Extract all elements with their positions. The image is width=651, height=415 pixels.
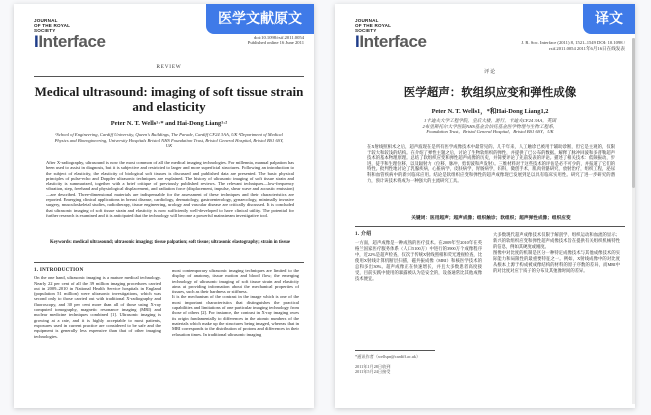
journal-logo	[355, 18, 427, 50]
article-authors: Peter N. T. Wells¹·* and Hai-Dong Liang¹·²	[110, 120, 228, 127]
journal-logo-small-text: JOURNAL OF THE ROYAL SOCIETY	[34, 18, 71, 33]
scrollbar-thumb[interactable]	[632, 38, 635, 188]
intro-left-text: On the one hand, ultrasonic imaging is a mature medical technology. Nearly 22 per cent of all the 39 million imaging procedures carried out in 2009–2010 in National Health Service hospitals in England (population 51 million) were ultrasonic investigations, which was second only to those carried out with traditional X-radiography and fluoroscopy, and 30 per cent more than all of those using X-ray computed tomography, magnetic resonance imaging (MRI) and nuclear medicine techniques combined [1]. Ultrasonic imaging is growing at a rate, and it is highly acceptable to most patients, exposures used in current practice are considered to be safe and the equipment is generally less expensive than that of other imaging technologies.	[34, 275, 161, 339]
footnote-divider	[355, 350, 435, 351]
article-authors: Peter N. T. Wells1，*和Hai-Dong Liang1,2	[431, 108, 549, 115]
article-title: Medical ultrasound: imaging of soft tissue strain and elasticity	[34, 84, 304, 114]
article-keywords: Keywords: medical ultrasound; ultrasonic imaging; tissue palpation; soft tissue; ultrasonic elastography; strain in tissue	[50, 240, 290, 245]
article-title: 医学超声：软组织应变和弹性成像	[403, 87, 577, 99]
journal-logo-small-text: JOURNAL OF THE ROYAL SOCIETY	[355, 18, 392, 33]
article-keywords: 关键词：医用超声；超声成像；组织触诊；软组织；超声弹性成像；组织应变	[411, 216, 571, 221]
citation-block: doi:10.1098/rsif.2011.0054 Published online 16 June 2011	[247, 34, 304, 45]
divider	[34, 262, 304, 263]
footnote: *通讯作者（wellspn@cardiff.ac.uk） 2011年1月28日收到 2011年5月24日接受	[355, 354, 421, 374]
translation-document-page[interactable]	[335, 4, 635, 408]
original-badge: 医学文献原文	[206, 4, 314, 34]
divider	[34, 76, 304, 77]
intro-heading: 1. INTRODUCTION	[34, 268, 84, 273]
article-affiliation: 1卡迪夫大学工程学院，皇后大楼，游行，卡迪夫CF24 3AA，英国 2布里斯托尔大学医院NHS基金会信托基金医学物理与生物工程系， Foundation Trust，Bristol General Hospital，Bristol BS1 6SY，UK	[422, 118, 558, 135]
intro-right-column: most contemporary ultrasonic imaging techniques are limited to the display of anatomy, tissue motion and blood flow; the emerging technology of ultrasonic imaging of soft tissue strain and elasticity aims at providing information about the mechanical properties of tissues, such as their hardness or stiffness. It is the mechanism of the contrast in the image which is one of the most important characteristics that distinguishes the practical capabilities and limitations of one particular imaging technology from those of others [2]. For instance, the contrast in X-ray imaging owes its origin fundamentally to differences in the atomic numbers of the materials which make up the structures being imaged, whereas that in MRI corresponds to the distribution of protons and differences in their relaxation times. In traditional ultrasonic imaging	[172, 268, 299, 337]
intro-left-column	[34, 268, 161, 339]
section-tag: REVIEW	[156, 64, 182, 70]
original-document-page[interactable]	[14, 4, 314, 408]
article-abstract: 在X射线照相术之后，超声波现在是所有医学成像技术中最常见的。几千年来，人工触诊已被用于辅助诊断，但它是主观的，仅限于较大和较浅的结构。在介绍了弹性主题之后，讨论了生物软组织的弹性，并提供了已公布的数据。解释了脉冲回波和多普勒超声技术的基本物理原理。总结了软组织应变和弹性超声成像的历史，并简要评论了先前发表的评论。描述了相关技术：低频振动，步进，徒手和生理位移，以及辐射力（位移，脉冲，剪切波和声发射）。三维材料对于这些技术的评估是必不可少的，并报道了它们的特性。批判性地讨论了乳腺疾病，心脏病学，皮肤病学，胃肠病学，妇科，微创手术，肌肉骨骼研究，放射治疗，组织工程，泌尿科和血管疾病中的新兴临床应用。结论是软组织应变和弹性的超声成像现已发展到足以具有临床实用性。研究了进一步研究的潜力，预计该技术将成为一种强大的主流研究工具。	[367, 144, 615, 183]
journal-name: Interface	[38, 32, 106, 51]
intro-right-column: 大多数现代超声成像技术仅限于解剖学、组织运动和血流的显示；新兴的软组织应变和弹性超声成像技术旨在提供有关组织机械特性的信息，例如其硬度或刚度。 图像中对比度的机制是区分一种特定成像技术与其他成像技术的实际能力和局限性的最重要特征之一。例如，X射线成像中的对比度从根本上源于构成被成像结构的材料的原子序数的差异，而MRI中的对比度对应于质子的分布及其弛豫时间的差异。	[493, 232, 620, 273]
article-affiliation: ¹School of Engineering, Cardiff University, Queen's Buildings, The Parade, Cardiff CF24 3AA, UK ²Department of Medical Physics and Bioengineering, University Hospitals Bristol NHS Foundation Trust, Bristol General Hospital, Bristol BS1 6SY, UK	[54, 132, 284, 149]
divider	[355, 226, 625, 227]
journal-logo-name: IInterface	[34, 32, 106, 51]
intro-heading: 1. 介绍	[355, 232, 372, 237]
translation-badge: 译文	[583, 4, 635, 34]
intro-left-text: 一方面，超声成像是一种成熟的医疗技术。在2009年至2010年在英格兰国家医疗服务体系（人口5100万）中进行的3900万个成像程序中，近22%是超声检查，仅次于传统X射线照相和荧光透视检查，比使用X射线计算机断层扫描，磁共振成像（MRI）和核医学技术的总和多出30%。超声成像正在快速增长，并且大多数患者高度接受，目前实践中使用的暴露被认为是安全的，设备通常比其他成像技术便宜。	[355, 240, 482, 281]
journal-logo	[34, 18, 106, 50]
section-tag: 评论	[484, 69, 496, 75]
journal-name: Interface	[359, 32, 427, 51]
intro-left-column	[355, 232, 482, 282]
article-abstract: After X-radiography, ultrasound is now the most common of all the medical imaging technologies. For millennia, manual palpation has been used to assist in diagnosis, but it is subjective and restricted to larger and more superficial structures. Following an introduction to the subject of elasticity, the elasticity of biological soft tissues is discussed and published data are presented. The basic physical principles of pulse-echo and Doppler ultrasonic techniques are explained. The history of ultrasonic imaging of soft tissue strain and elasticity is summarized, together with a brief critique of previously published reviews. The relevant techniques—low-frequency vibration, step, freehand and physiological displacement, and radiation force (displacement, impulse, shear wave and acoustic emission)—are described. Three-dimensional materials are indispensable for the assessment of these techniques and their characteristics are reported. Emerging clinical applications in breast disease, cardiology, dermatology, gastroenterology, gynaecology, minimally invasive surgery, musculoskeletal studies, radiotherapy, tissue engineering, urology and vascular disease are critically discussed. It is concluded that ultrasonic imaging of soft tissue strain and elasticity is now sufficiently well-developed to have clinical utility. The potential for further research is examined and it is anticipated that the technology will become a powerful mainstream investigative tool.	[46, 160, 294, 218]
citation-block: J. R. Soc. Interface (2011) 8, 1521–1549 DOI: 10.1098 / rsif.2011.0054 2011年6月16日在线发表	[521, 40, 625, 51]
journal-logo-name: IInterface	[355, 32, 427, 51]
